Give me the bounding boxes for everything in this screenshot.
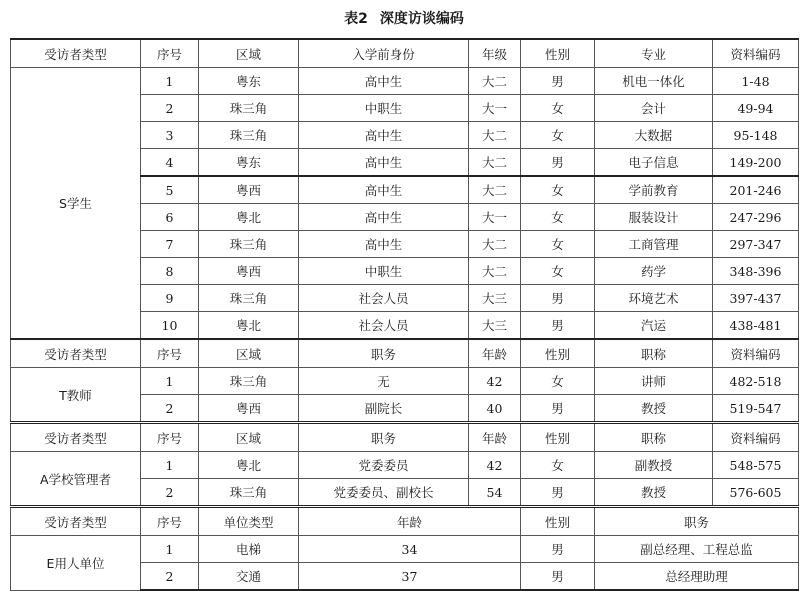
table-cell: 247-296 (713, 204, 799, 231)
table-cell: 高中生 (299, 68, 469, 95)
table-cell: 粤北 (199, 452, 299, 479)
table-title: 深度访谈编码 (379, 11, 464, 27)
table-cell: 大三 (469, 285, 521, 312)
respondent-type: E用人单位 (11, 536, 141, 591)
table-cell: 社会人员 (299, 312, 469, 340)
table-cell: 女 (521, 231, 595, 258)
table-cell: 粤西 (199, 176, 299, 204)
table-cell: 服装设计 (595, 204, 713, 231)
table-cell: 大二 (469, 231, 521, 258)
column-header: 序号 (141, 339, 199, 368)
table-cell: 438-481 (713, 312, 799, 340)
table-cell: 548-575 (713, 452, 799, 479)
table-cell: 女 (521, 95, 595, 122)
table-cell: 9 (141, 285, 199, 312)
table-cell: 女 (521, 258, 595, 285)
table-cell: 男 (521, 563, 595, 591)
table-cell: 总经理助理 (595, 563, 799, 591)
table-cell: 教授 (595, 479, 713, 507)
respondent-type: S学生 (11, 68, 141, 340)
table-cell: 519-547 (713, 395, 799, 423)
table-cell: 10 (141, 312, 199, 340)
table-cell: 42 (469, 452, 521, 479)
table-row (11, 368, 799, 395)
header-row (11, 507, 799, 536)
column-header: 职务 (299, 339, 469, 368)
table-cell: 149-200 (713, 149, 799, 177)
column-header: 职务 (299, 423, 469, 452)
table-cell: 男 (521, 68, 595, 95)
table-cell: 教授 (595, 395, 713, 423)
table-cell: 大二 (469, 258, 521, 285)
table-cell: 男 (521, 536, 595, 563)
table-cell: 党委委员 (299, 452, 469, 479)
header-row (11, 339, 799, 368)
column-header: 受访者类型 (11, 39, 141, 68)
table-caption (0, 8, 808, 28)
table-cell: 高中生 (299, 204, 469, 231)
table-cell: 男 (521, 312, 595, 340)
column-header: 职称 (595, 339, 713, 368)
respondent-type: A学校管理者 (11, 452, 141, 507)
table-cell: 珠三角 (199, 95, 299, 122)
table-cell: 珠三角 (199, 368, 299, 395)
table-cell: 男 (521, 479, 595, 507)
column-header: 序号 (141, 507, 199, 536)
table-cell: 大二 (469, 176, 521, 204)
column-header: 入学前身份 (299, 39, 469, 68)
table-cell: 男 (521, 285, 595, 312)
column-header: 年龄 (469, 339, 521, 368)
table-cell: 3 (141, 122, 199, 149)
table-cell: 397-437 (713, 285, 799, 312)
table-cell: 1 (141, 368, 199, 395)
column-header: 序号 (141, 39, 199, 68)
table-cell: 大一 (469, 204, 521, 231)
column-header: 资料编码 (713, 39, 799, 68)
column-header: 性别 (521, 39, 595, 68)
table-cell: 34 (299, 536, 521, 563)
table-cell: 副教授 (595, 452, 713, 479)
table-cell: 珠三角 (199, 479, 299, 507)
column-header: 受访者类型 (11, 507, 141, 536)
column-header: 年龄 (469, 423, 521, 452)
table-cell: 女 (521, 368, 595, 395)
column-header: 专业 (595, 39, 713, 68)
table-cell: 社会人员 (299, 285, 469, 312)
table-cell: 37 (299, 563, 521, 591)
table-cell: 粤东 (199, 68, 299, 95)
table-cell: 女 (521, 204, 595, 231)
table-row (11, 536, 799, 563)
column-header: 性别 (521, 339, 595, 368)
table-cell: 药学 (595, 258, 713, 285)
column-header: 资料编码 (713, 423, 799, 452)
table-cell: 党委委员、副校长 (299, 479, 469, 507)
column-header: 区域 (199, 339, 299, 368)
column-header: 单位类型 (199, 507, 299, 536)
table-cell: 49-94 (713, 95, 799, 122)
table-cell: 1 (141, 68, 199, 95)
table-cell: 珠三角 (199, 285, 299, 312)
table-cell: 大三 (469, 312, 521, 340)
table-cell: 粤北 (199, 312, 299, 340)
column-header: 区域 (199, 39, 299, 68)
table-cell: 2 (141, 95, 199, 122)
table-cell: 大二 (469, 122, 521, 149)
table-cell: 无 (299, 368, 469, 395)
column-header: 性别 (521, 507, 595, 536)
table-cell: 大数据 (595, 122, 713, 149)
table-cell: 粤西 (199, 395, 299, 423)
table-row (11, 68, 799, 95)
table-cell: 环境艺术 (595, 285, 713, 312)
table-cell: 珠三角 (199, 122, 299, 149)
table-cell: 4 (141, 149, 199, 177)
table-cell: 机电一体化 (595, 68, 713, 95)
table-cell: 5 (141, 176, 199, 204)
table-cell: 汽运 (595, 312, 713, 340)
column-header: 性别 (521, 423, 595, 452)
table-cell: 95-148 (713, 122, 799, 149)
table-cell: 中职生 (299, 258, 469, 285)
table-cell: 1 (141, 536, 199, 563)
table-cell: 1 (141, 452, 199, 479)
table-cell: 大二 (469, 68, 521, 95)
table-cell: 2 (141, 563, 199, 591)
column-header: 年级 (469, 39, 521, 68)
table-cell: 42 (469, 368, 521, 395)
table-number: 表2 (344, 11, 368, 27)
table-cell: 珠三角 (199, 231, 299, 258)
column-header: 受访者类型 (11, 423, 141, 452)
table-cell: 高中生 (299, 176, 469, 204)
table-cell: 男 (521, 395, 595, 423)
column-header: 资料编码 (713, 339, 799, 368)
column-header: 年龄 (299, 507, 521, 536)
table-cell: 粤西 (199, 258, 299, 285)
table-cell: 2 (141, 395, 199, 423)
table-cell: 大一 (469, 95, 521, 122)
interview-coding-table (10, 38, 799, 591)
table-cell: 2 (141, 479, 199, 507)
table-cell: 40 (469, 395, 521, 423)
table-cell: 会计 (595, 95, 713, 122)
column-header: 职务 (595, 507, 799, 536)
table-cell: 201-246 (713, 176, 799, 204)
table-row (11, 452, 799, 479)
table-cell: 高中生 (299, 149, 469, 177)
column-header: 区域 (199, 423, 299, 452)
table-cell: 副院长 (299, 395, 469, 423)
table-cell: 8 (141, 258, 199, 285)
table-cell: 男 (521, 149, 595, 177)
header-row (11, 39, 799, 68)
table-cell: 576-605 (713, 479, 799, 507)
table-cell: 高中生 (299, 231, 469, 258)
table-cell: 482-518 (713, 368, 799, 395)
table-cell: 1-48 (713, 68, 799, 95)
header-row (11, 423, 799, 452)
column-header: 职称 (595, 423, 713, 452)
table-cell: 348-396 (713, 258, 799, 285)
table-cell: 粤东 (199, 149, 299, 177)
table-cell: 7 (141, 231, 199, 258)
table-cell: 粤北 (199, 204, 299, 231)
table-cell: 交通 (199, 563, 299, 591)
table-cell: 大二 (469, 149, 521, 177)
table-cell: 副总经理、工程总监 (595, 536, 799, 563)
table-cell: 电子信息 (595, 149, 713, 177)
column-header: 序号 (141, 423, 199, 452)
table-cell: 女 (521, 452, 595, 479)
respondent-type: T教师 (11, 368, 141, 423)
table-cell: 中职生 (299, 95, 469, 122)
table-cell: 6 (141, 204, 199, 231)
table-cell: 54 (469, 479, 521, 507)
table-cell: 电梯 (199, 536, 299, 563)
table-cell: 女 (521, 176, 595, 204)
table-cell: 高中生 (299, 122, 469, 149)
table-cell: 297-347 (713, 231, 799, 258)
table-cell: 学前教育 (595, 176, 713, 204)
column-header: 受访者类型 (11, 339, 141, 368)
table-cell: 工商管理 (595, 231, 713, 258)
table-cell: 女 (521, 122, 595, 149)
table-cell: 讲师 (595, 368, 713, 395)
